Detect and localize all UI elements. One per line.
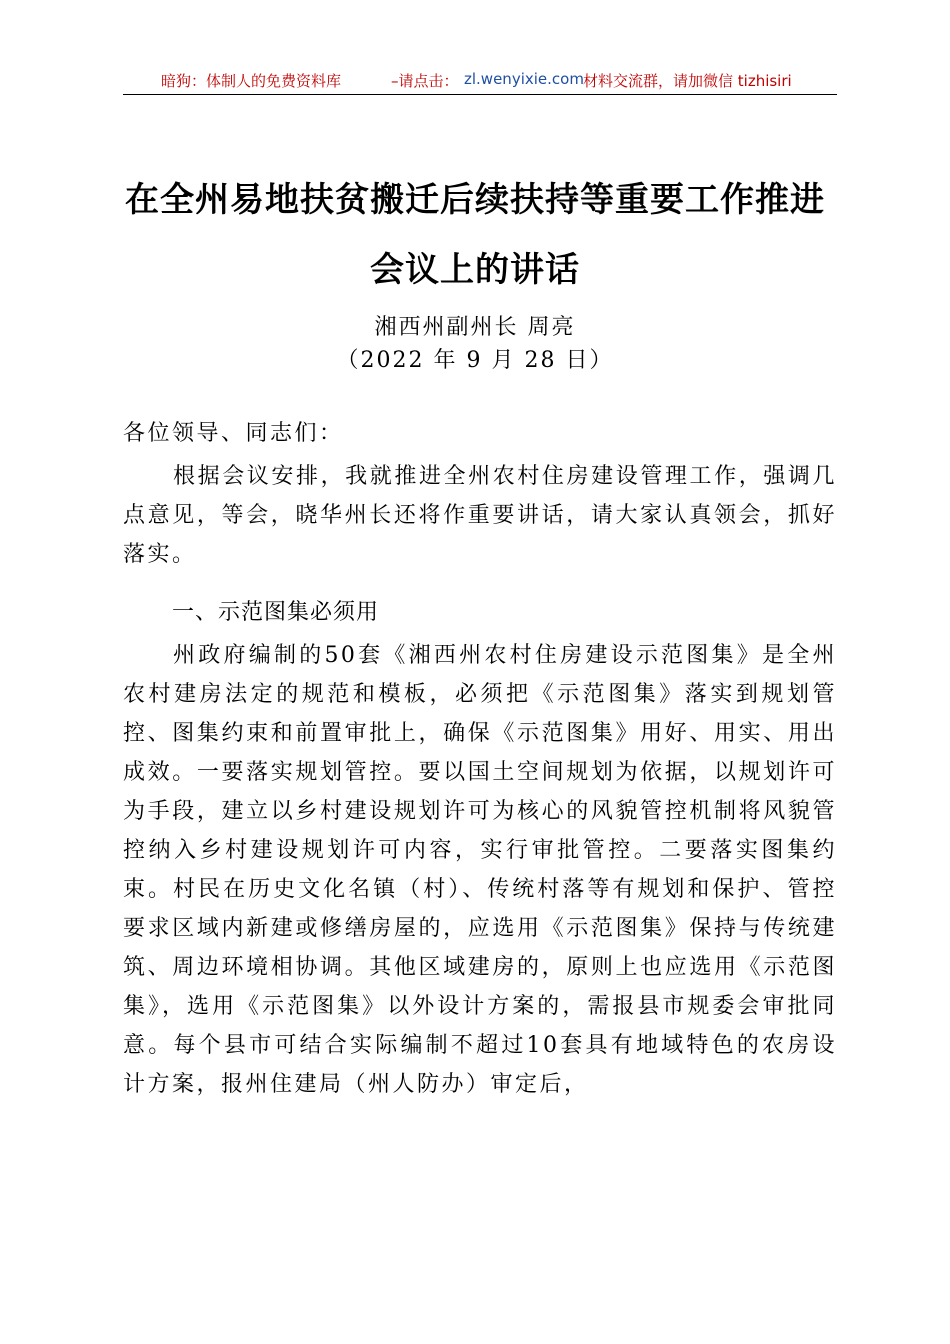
speaker: 湘西州副州长 周亮 <box>374 315 576 340</box>
header-site-name: 暗狗：体制人的免费资料库 <box>161 72 342 90</box>
document-title-line1: 在全州易地扶贫搬迁后续扶持等重要工作推进 <box>125 180 825 220</box>
salutation: 各位领导、同志们： <box>123 421 344 446</box>
header-wechat-note: 材料交流群，请加微信 tizhisiri <box>583 72 792 90</box>
page-header <box>123 66 837 95</box>
speech-date: （2022 年 9 月 28 日） <box>336 348 614 373</box>
section-paragraph: 州政府编制的50套《湘西州农村住房建设示范图集》是全州农村建房法定的规范和模板，必须把《示范图集》落实到规划管控、图集约束和前置审批上，确保《示范图集》用好、用实、用出成效。一要落实规划管控。要以国土空间规划为依据，以规划许可为手段，建立以乡村建设规划许可为核心的风貌管控机制将风貌管控纳入乡村建设规划许可内容，实行审批管控。二要落实图集约束。村民在历史文化名镇（村）、传统村落等有规划和保护、管控要求区域内新建或修缮房屋的，应选用《示范图集》保持与传统建筑、周边环境相协调。其他区域建房的，原则上也应选用《示范图集》，选用《示范图集》以外设计方案的，需报县市规委会审批同意。每个县市可结合实际编制不超过10套具有地域特色的农房设计方案，报州住建局（州人防办）审定后， <box>123 643 837 1097</box>
header-link[interactable]: zl.wenyixie.com <box>464 70 584 88</box>
section-heading: 一、示范图集必须用 <box>172 600 380 625</box>
intro-paragraph: 根据会议安排，我就推进全州农村住房建设管理工作，强调几点意见，等会，晓华州长还将作重要讲话，请大家认真领会，抓好落实。 <box>123 464 837 567</box>
document-title-line2: 会议上的讲话 <box>370 250 580 290</box>
header-click-prompt: –请点击： <box>391 72 459 90</box>
